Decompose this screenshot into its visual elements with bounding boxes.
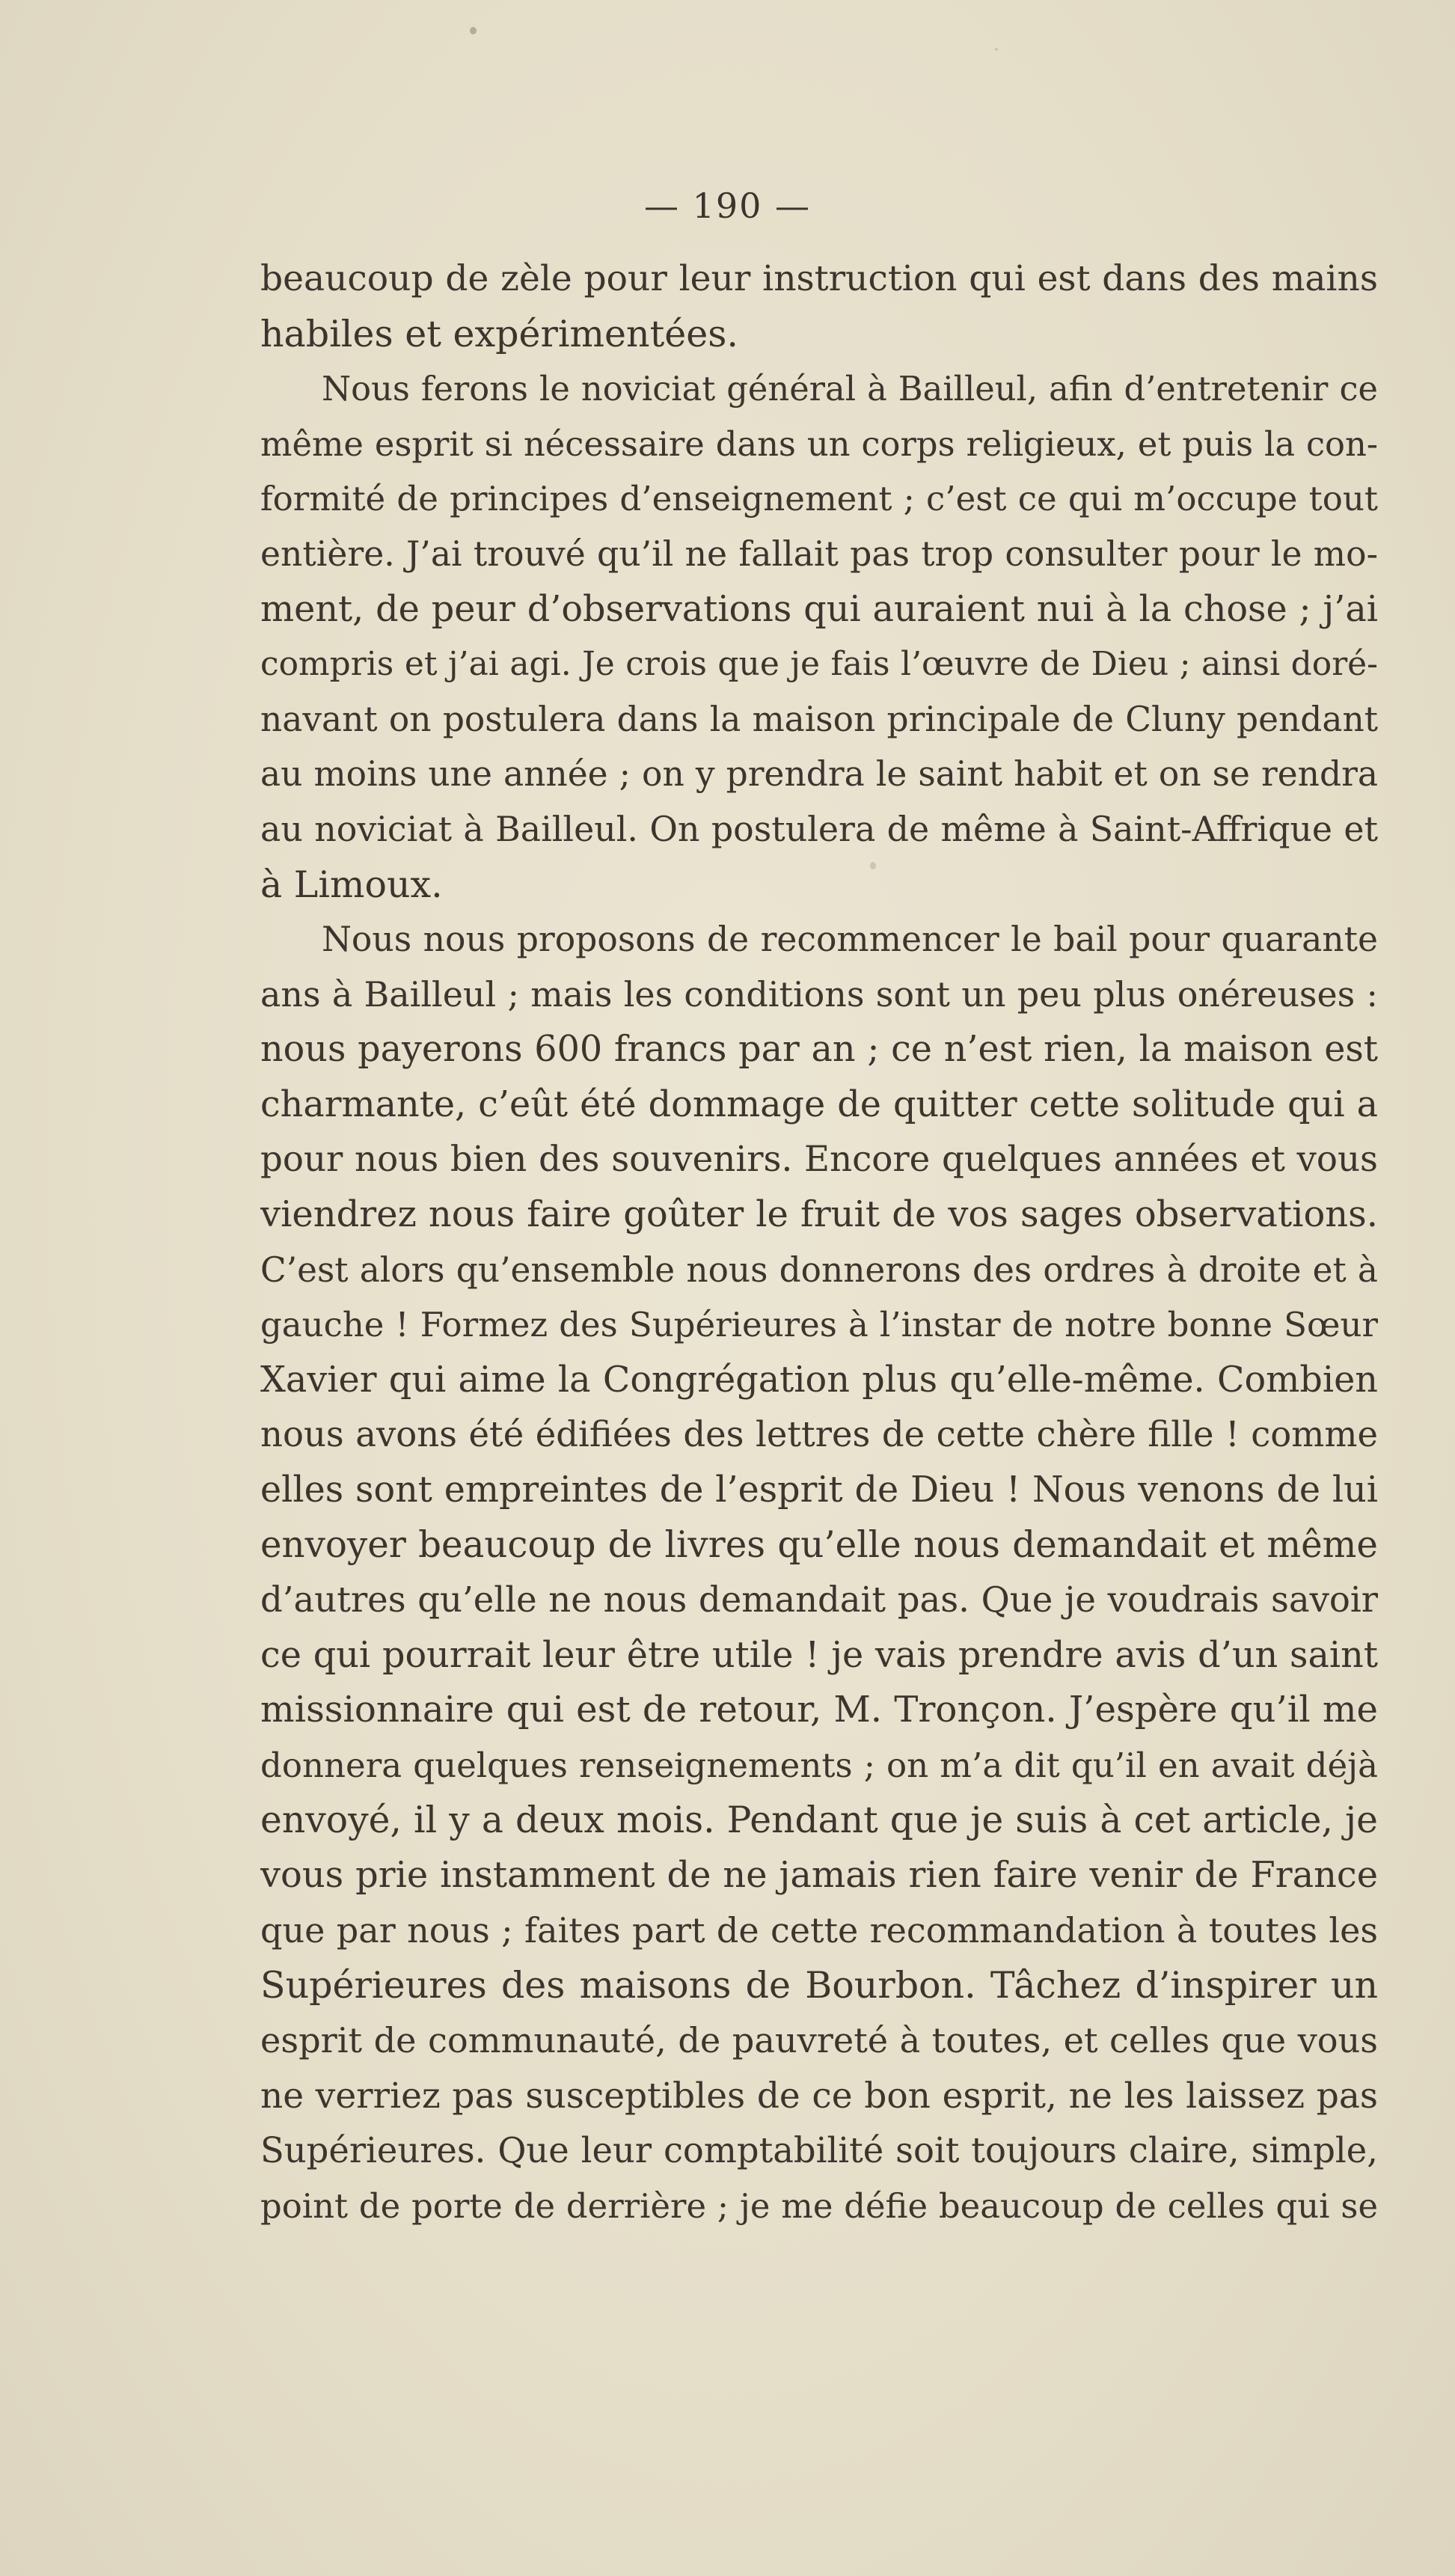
paper-speck — [995, 48, 998, 51]
text-line: ce qui pourrait leur être utile ! je vais prendre avis d’un saint — [260, 1634, 1378, 1676]
text-line: navant on postulera dans la maison principale de Cluny pendant — [260, 699, 1378, 739]
text-line: nous payerons 600 francs par an ; ce n’est rien, la maison est — [260, 1029, 1378, 1071]
text-line: compris et j’ai agi. Je crois que je fais l’œuvre de Dieu ; ainsi doré- — [260, 645, 1378, 684]
text-line: d’autres qu’elle ne nous demandait pas. Que je voudrais savoir — [260, 1579, 1378, 1621]
text-line: au noviciat à Bailleul. On postulera de même à Saint-Affrique et — [260, 808, 1378, 849]
page-number: — 190 — — [643, 186, 812, 226]
text-line: envoyer beaucoup de livres qu’elle nous demandait et même — [260, 1523, 1378, 1566]
text-line: formité de principes d’enseignement ; c’est ce qui m’occupe tout — [260, 479, 1378, 519]
text-line: Supérieures. Que leur comptabilité soit toujours claire, simple, — [260, 2130, 1378, 2171]
text-line: beaucoup de zèle pour leur instruction qui est dans des mains — [260, 258, 1378, 299]
text-line: à Limoux. — [260, 863, 443, 906]
text-line: entière. J’ai trouvé qu’il ne fallait pas trop consulter pour le mo- — [260, 533, 1378, 574]
text-line: Xavier qui aime la Congrégation plus qu’elle-même. Combien — [260, 1359, 1378, 1401]
text-line: ment, de peur d’observations qui auraient nui à la chose ; j’ai — [260, 588, 1378, 630]
text-line: charmante, c’eût été dommage de quitter cette solitude qui a — [260, 1083, 1378, 1125]
text-line: vous prie instamment de ne jamais rien faire venir de France — [260, 1855, 1378, 1897]
text-line: au moins une année ; on y prendra le saint habit et on se rendra — [260, 754, 1378, 795]
text-line: que par nous ; faites part de cette recommandation à toutes les — [260, 1909, 1378, 1951]
text-line: point de porte de derrière ; je me défie beaucoup de celles qui se — [260, 2185, 1378, 2226]
text-line: Nous ferons le noviciat général à Bailleul, afin d’entretenir ce — [322, 369, 1378, 409]
text-line: Supérieures des maisons de Bourbon. Tâchez d’inspirer un — [260, 1964, 1378, 2007]
text-line: gauche ! Formez des Supérieures à l’instar de notre bonne Sœur — [260, 1305, 1378, 1345]
text-line: viendrez nous faire goûter le fruit de vos sages observations. — [260, 1194, 1378, 1236]
text-line: donnera quelques renseignements ; on m’a dit qu’il en avait déjà — [260, 1746, 1378, 1786]
body-text — [260, 251, 1378, 2233]
text-line: envoyé, il y a deux mois. Pendant que je suis à cet article, je — [260, 1799, 1378, 1841]
text-line: missionnaire qui est de retour, M. Tronçon. J’espère qu’il me — [260, 1689, 1378, 1731]
text-line: habiles et expérimentées. — [260, 312, 738, 355]
text-line: ne verriez pas susceptibles de ce bon esprit, ne les laissez pas — [260, 2075, 1378, 2117]
text-line: pour nous bien des souvenirs. Encore quelques années et vous — [260, 1139, 1378, 1180]
paper-speck — [470, 27, 477, 34]
text-line: Nous nous proposons de recommencer le bail pour quarante — [322, 920, 1378, 960]
text-line: nous avons été édifiées des lettres de cette chère fille ! comme — [260, 1414, 1378, 1455]
text-line: même esprit si nécessaire dans un corps religieux, et puis la con- — [260, 423, 1378, 464]
text-line: elles sont empreintes de l’esprit de Dieu ! Nous venons de lui — [260, 1469, 1378, 1511]
text-line: esprit de communauté, de pauvreté à toutes, et celles que vous — [260, 2020, 1378, 2061]
text-line: C’est alors qu’ensemble nous donnerons des ordres à droite et à — [260, 1249, 1378, 1290]
text-line: ans à Bailleul ; mais les conditions sont un peu plus onéreuses : — [260, 973, 1378, 1015]
